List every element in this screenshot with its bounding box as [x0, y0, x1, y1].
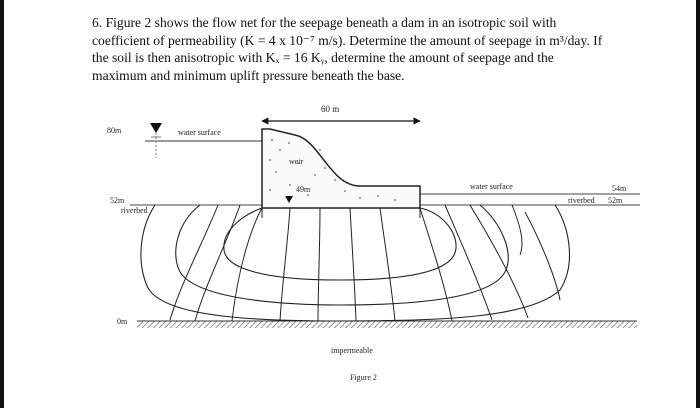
impermeable-label: impermeable [331, 346, 373, 355]
elevation-52-label: 52m [110, 196, 125, 205]
question-line-3: the soil is then anisotropic with Kₓ = 16 Kᵧ, determine the amount of seepage and the [92, 50, 554, 65]
question-line-4: maximum and minimum uplift pressure beneath the base. [92, 67, 405, 83]
water-level-triangle-icon [150, 123, 162, 133]
elevation-54-label: 54m [612, 184, 627, 193]
figure-caption: Figure 2 [350, 373, 377, 382]
riverbed-right-label: riverbed [568, 196, 595, 205]
riverbed-left-label: riverbed [121, 206, 148, 215]
question-line-2: coefficient of permeability (K = 4 x 10⁻⁷ m/s). Determine the amount of seepage in m³/day. If [92, 32, 603, 48]
elevation-80-label: 80m [107, 126, 122, 135]
weir-cutoffs [262, 208, 420, 218]
elevation-52-right-label: 52m [608, 196, 623, 205]
question-line-1: 6. Figure 2 shows the flow net for the seepage beneath a dam in an isotropic soil with [92, 15, 557, 30]
impermeable-layer [137, 321, 637, 328]
equipotential-lines [170, 205, 560, 321]
water-surface-right-label: water surface [470, 182, 513, 191]
elevation-0-label: 0m [117, 317, 128, 326]
weir-label: weir [289, 157, 304, 166]
width-label: 60 m [321, 104, 340, 114]
water-surface-left-label: water surface [178, 128, 221, 137]
elevation-49-label: 49m [296, 185, 311, 194]
